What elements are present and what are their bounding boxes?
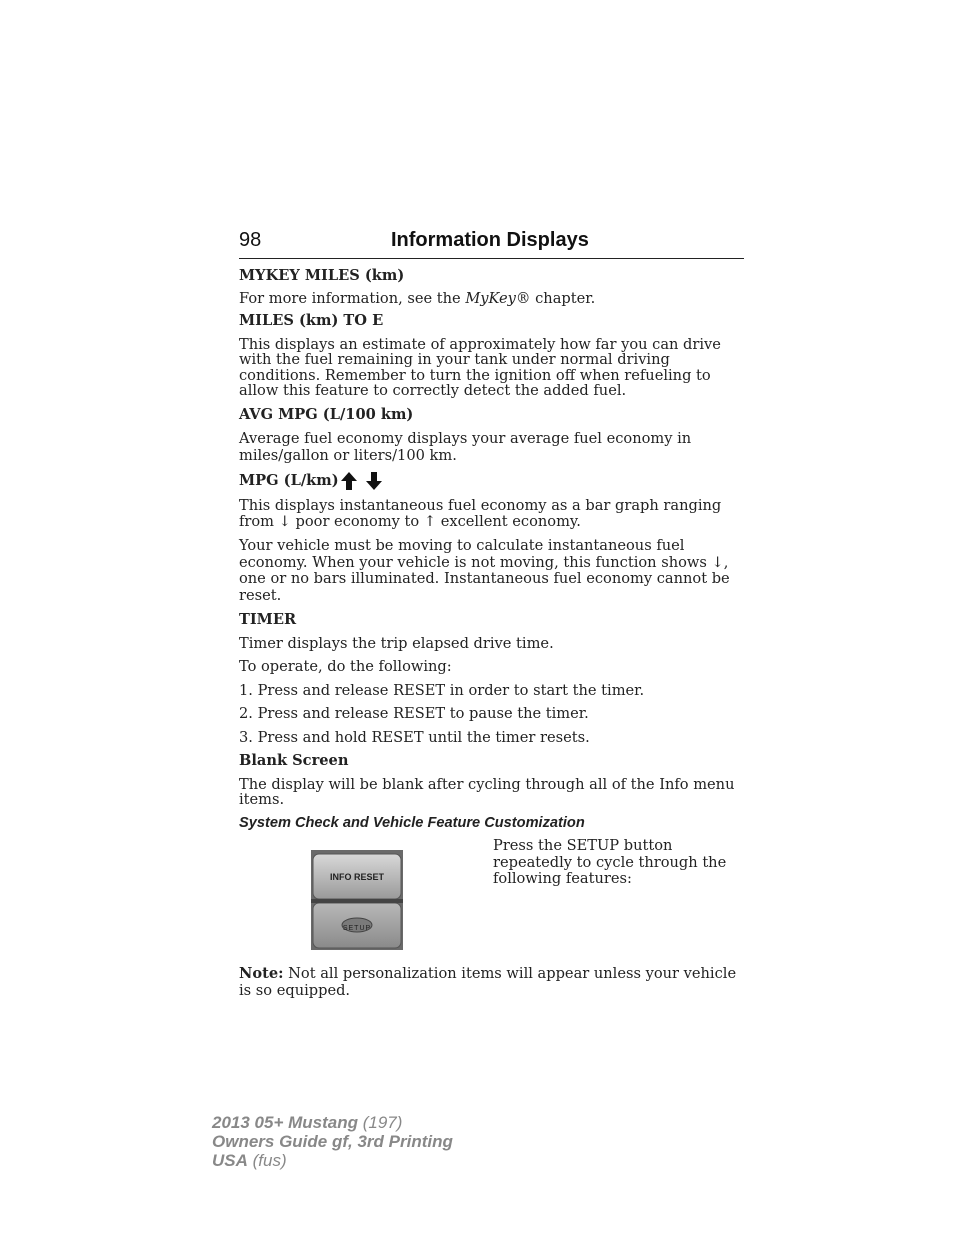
footer-line-2 [212, 1132, 453, 1151]
header-rule [239, 258, 744, 259]
timer-heading: TIMER [239, 611, 297, 628]
mpg-text-1c: excellent economy. [436, 513, 581, 530]
up-arrow-glyph-icon: ↑ [423, 513, 437, 530]
note-text: Not all personalization items will appear unless your vehicle is so equipped. [239, 965, 737, 999]
mpg-text-1a: This displays instantaneous fuel economy as a bar graph ranging from [239, 497, 722, 530]
avg-mpg-heading: AVG MPG (L/100 km) [239, 405, 414, 423]
document-footer [212, 1113, 453, 1170]
setup-button: SETUP [342, 925, 372, 932]
footer-line-1 [212, 1113, 453, 1132]
system-check-paragraph: Press the SETUP button repeatedly to cycle through the following features: [493, 837, 727, 887]
mpg-text-2a: Your vehicle must be moving to calculate instantaneous fuel economy. When your vehicle is not moving, this function shows [239, 537, 712, 571]
footer-region-code: (fus) [247, 1151, 287, 1170]
blank-screen-heading: Blank Screen [239, 752, 349, 769]
mykey-text-before: For more information, see the [239, 289, 466, 307]
system-check-heading: System Check and Vehicle Feature Customization [239, 814, 585, 831]
timer-step-1: 1. Press and release RESET in order to start the timer. [239, 681, 645, 699]
blank-screen-paragraph: The display will be blank after cycling through all of the Info menu items. [239, 775, 735, 808]
mykey-reference: MyKey® [465, 289, 531, 307]
footer-code: (197) [358, 1113, 403, 1132]
mpg-paragraph-2 [239, 538, 744, 604]
miles-to-e-heading: MILES (km) TO E [239, 312, 384, 329]
footer-line-3 [212, 1151, 453, 1170]
down-arrow-glyph-icon: ↓ [278, 513, 291, 530]
mykey-text-after: chapter. [530, 289, 596, 307]
chapter-title: Information Displays [391, 229, 589, 251]
timer-operate: To operate, do the following: [239, 658, 452, 675]
footer-region: USA [212, 1151, 248, 1170]
arrow-down-icon [366, 472, 382, 490]
footer-model: 2013 05+ Mustang [212, 1113, 358, 1132]
down-arrow-glyph-icon: ↓ [711, 553, 724, 571]
miles-to-e-paragraph: This displays an estimate of approximately how far you can drive with the fuel remaining in your tank under normal driving conditions. Remember to turn the ignition off when refueling to allow this feature to correctly detect the added fuel. [239, 335, 721, 399]
mykey-paragraph [239, 291, 744, 307]
timer-paragraph: Timer displays the trip elapsed drive time. [239, 634, 554, 652]
arrow-up-icon [341, 472, 357, 490]
info-reset-button: INFO RESET [329, 872, 384, 882]
page-content [239, 268, 744, 999]
page-number: 98 [239, 229, 262, 251]
timer-step-2: 2. Press and release RESET to pause the timer. [239, 705, 589, 722]
mpg-text-2b: , one or no bars illuminated. Instantaneous fuel economy cannot be reset. [239, 553, 730, 604]
mpg-arrows [341, 472, 382, 490]
footer-guide: Owners Guide gf, 3rd Printing [212, 1132, 453, 1151]
avg-mpg-paragraph: Average fuel economy displays your average fuel economy in miles/gallon or liters/100 km. [239, 430, 692, 464]
timer-step-3: 3. Press and hold RESET until the timer resets. [239, 728, 590, 746]
mpg-text-1b: poor economy to [290, 513, 424, 530]
mpg-heading [239, 472, 744, 490]
setup-figure-row [239, 838, 744, 958]
note-paragraph [239, 966, 744, 999]
mpg-heading-text: MPG (L/km) [239, 472, 339, 490]
mykey-heading: MYKEY MILES (km) [239, 267, 405, 284]
mpg-paragraph-1 [239, 498, 744, 530]
note-label: Note: [239, 965, 284, 982]
